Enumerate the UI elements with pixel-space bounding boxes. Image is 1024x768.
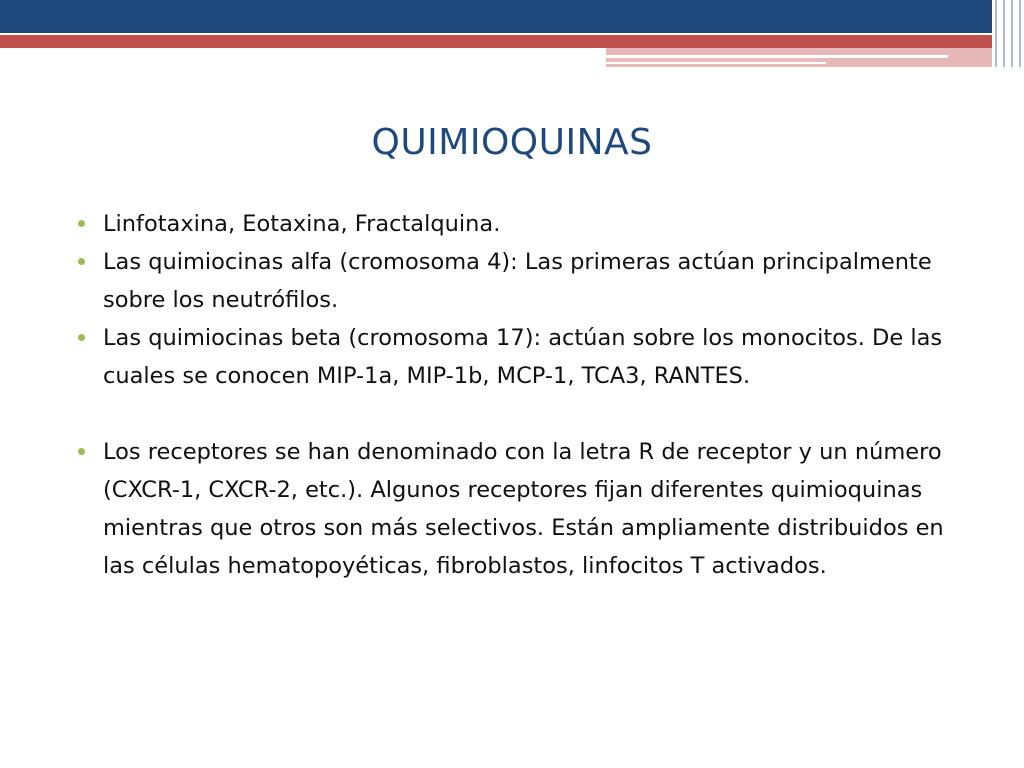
bullet-item: [78, 319, 958, 395]
bullet-item: [78, 433, 958, 585]
bullet-icon: [78, 220, 85, 227]
decor-stripes: [992, 0, 1024, 67]
bullet-icon: [78, 448, 85, 455]
bullet-item: [78, 205, 958, 243]
bullet-icon: [78, 258, 85, 265]
bullet-list: [78, 205, 958, 585]
accent-decor-band: [0, 35, 992, 48]
bullet-text: Los receptores se han denominado con la letra R de receptor y un número (CXCR-1, CXCR-2, etc.). Algunos receptores fijan diferentes quimioquinas mientras que otros son más selectivos. Están ampliamente distribuidos en las células hematopoyéticas, fibroblastos, linfocitos T activados.: [103, 439, 944, 579]
bullet-text: Las quimiocinas beta (cromosoma 17): actúan sobre los monocitos. De las cuales se conocen MIP-1a, MIP-1b, MCP-1, TCA3, RANTES.: [103, 325, 943, 389]
decor-line: [606, 55, 948, 58]
slide-title: QUIMIOQUINAS: [371, 122, 653, 163]
bullet-text: Las quimiocinas alfa (cromosoma 4): Las primeras actúan principalmente sobre los neutrófilos.: [103, 249, 932, 313]
bullet-text: Linfotaxina, Eotaxina, Fractalquina.: [103, 211, 501, 237]
top-decor-band: [0, 0, 992, 33]
bullet-icon: [78, 334, 85, 341]
decor-line: [606, 62, 826, 64]
bullet-item: [78, 243, 958, 319]
